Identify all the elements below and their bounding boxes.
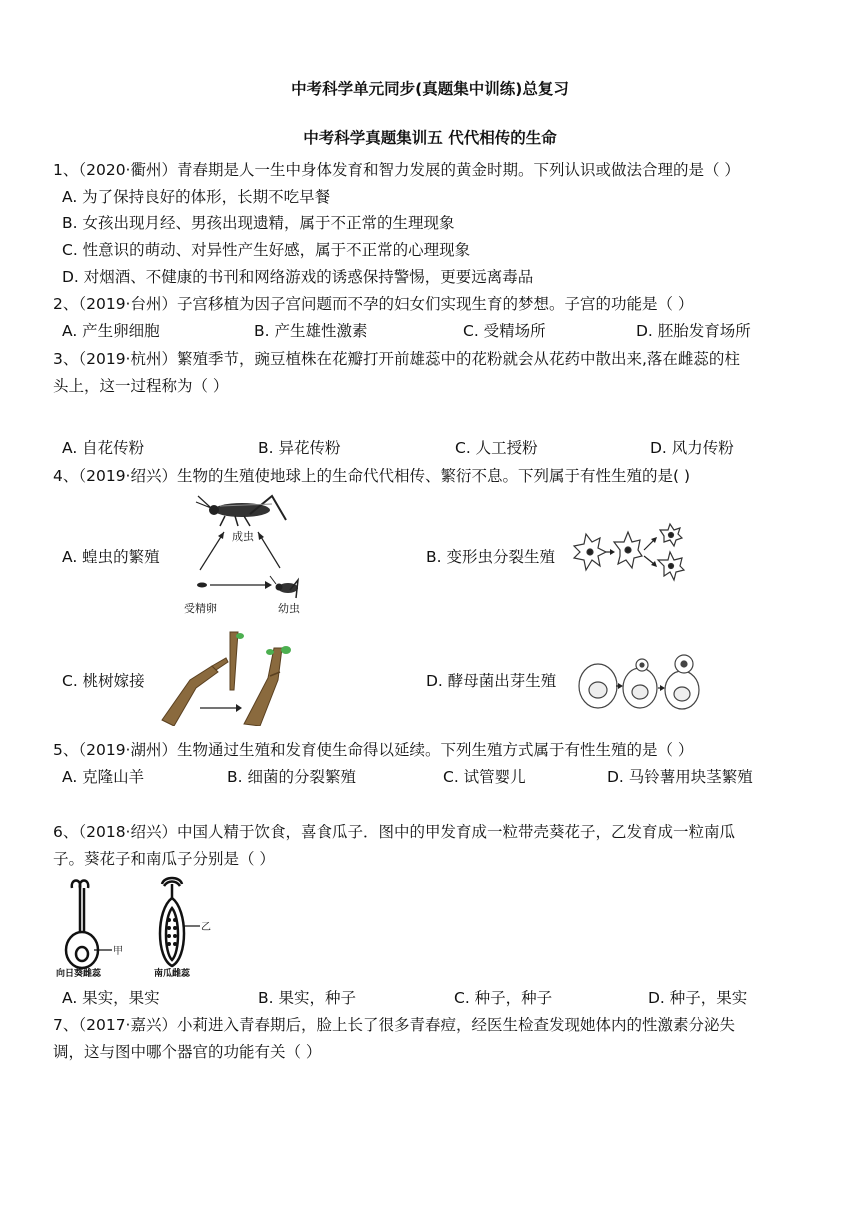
q1-stem: 1、（2020·衢州）青春期是人一生中身体发育和智力发展的黄金时期。下列认识或做法合理的是（ ） (53, 161, 740, 179)
q6-stem-line1: 6、（2018·绍兴）中国人精于饮食，喜食瓜子．图中的甲发育成一粒带壳葵花子，乙发育成一粒南瓜 (53, 823, 735, 841)
locust-life-cycle-figure (180, 490, 300, 620)
q5-option-d[interactable]: D. 马铃薯用块茎繁殖 (607, 768, 753, 786)
q6-option-b[interactable]: B. 果实，种子 (258, 989, 356, 1007)
q3-option-c[interactable]: C. 人工授粉 (455, 439, 538, 457)
q1-option-d[interactable]: D. 对烟酒、不健康的书刊和网络游戏的诱惑保持警惕，更要远离毒品 (62, 268, 534, 286)
nymph-label: 幼虫 (278, 602, 300, 615)
q4-option-d[interactable]: D. 酵母菌出芽生殖 (426, 672, 557, 690)
q4-option-a[interactable]: A. 蝗虫的繁殖 (62, 548, 160, 566)
nymph-locust-icon (270, 576, 298, 598)
q3-option-d[interactable]: D. 风力传粉 (650, 439, 734, 457)
label-yi: 乙 (201, 922, 211, 933)
pumpkin-pistil-icon (160, 878, 200, 966)
scion-icon (230, 632, 244, 690)
grafted-branch-icon (244, 646, 291, 726)
q6-option-d[interactable]: D. 种子，果实 (648, 989, 748, 1007)
egg-icon (197, 583, 207, 588)
q3-option-a[interactable]: A. 自花传粉 (62, 439, 145, 457)
q2-option-c[interactable]: C. 受精场所 (463, 322, 546, 340)
q7-stem-line1: 7、（2017·嘉兴）小莉进入青春期后，脸上长了很多青春痘，经医生检查发现她体内的性激素分泌失 (53, 1016, 735, 1034)
q7-stem-line2: 调，这与图中哪个器官的功能有关（ ） (53, 1043, 322, 1061)
pumpkin-pistil-label: 南瓜雌蕊 (154, 969, 191, 979)
q4-option-c[interactable]: C. 桃树嫁接 (62, 672, 145, 690)
q5-option-a[interactable]: A. 克隆山羊 (62, 768, 145, 786)
q5-option-b[interactable]: B. 细菌的分裂繁殖 (227, 768, 356, 786)
q5-option-c[interactable]: C. 试管婴儿 (443, 768, 526, 786)
q3-stem-line2: 头上，这一过程称为（ ） (53, 377, 229, 395)
grafting-figure (160, 628, 310, 726)
label-jia: 甲 (113, 946, 123, 957)
amoeba-icon (574, 524, 684, 580)
q3-stem-line1: 3、（2019·杭州）繁殖季节，豌豆植株在花瓣打开前雄蕊中的花粉就会从花药中散出来,落在雌蕊的柱 (53, 350, 740, 368)
q1-option-c[interactable]: C. 性意识的萌动、对异性产生好感，属于不正常的心理现象 (62, 241, 471, 259)
pistil-figure (52, 874, 222, 980)
adult-locust-icon (196, 496, 286, 526)
yeast-budding-figure (576, 652, 704, 712)
q3-option-b[interactable]: B. 异花传粉 (258, 439, 341, 457)
q1-option-b[interactable]: B. 女孩出现月经、男孩出现遗精，属于不正常的生理现象 (62, 214, 455, 232)
q2-option-b[interactable]: B. 产生雄性激素 (254, 322, 368, 340)
sunflower-pistil-label: 向日葵雌蕊 (56, 969, 102, 979)
document-title: 中考科学单元同步(真题集中训练)总复习 (291, 80, 569, 98)
adult-label: 成虫 (232, 530, 254, 543)
q6-option-a[interactable]: A. 果实，果实 (62, 989, 160, 1007)
q4-stem: 4、（2019·绍兴）生物的生殖使地球上的生命代代相传、繁衍不息。下列属于有性生殖的是( ) (53, 467, 691, 485)
q1-option-a[interactable]: A. 为了保持良好的体形，长期不吃早餐 (62, 188, 331, 206)
q2-option-d[interactable]: D. 胚胎发育场所 (636, 322, 751, 340)
q2-stem: 2、（2019·台州）子宫移植为因子宫问题而不孕的妇女们实现生育的梦想。子宫的功能是（ ） (53, 295, 694, 313)
q2-option-a[interactable]: A. 产生卵细胞 (62, 322, 160, 340)
q6-option-c[interactable]: C. 种子，种子 (454, 989, 553, 1007)
egg-label: 受精卵 (184, 602, 217, 615)
q6-stem-line2: 子。葵花子和南瓜子分别是（ ） (53, 850, 275, 868)
rootstock-branch-icon (162, 658, 228, 726)
q5-stem: 5、（2019·湖州）生物通过生殖和发育使生命得以延续。下列生殖方式属于有性生殖的是（ ） (53, 741, 694, 759)
sunflower-pistil-icon (66, 881, 112, 969)
q4-option-b[interactable]: B. 变形虫分裂生殖 (426, 548, 555, 566)
amoeba-fission-figure (572, 522, 697, 582)
document-subtitle: 中考科学真题集训五 代代相传的生命 (303, 129, 557, 147)
